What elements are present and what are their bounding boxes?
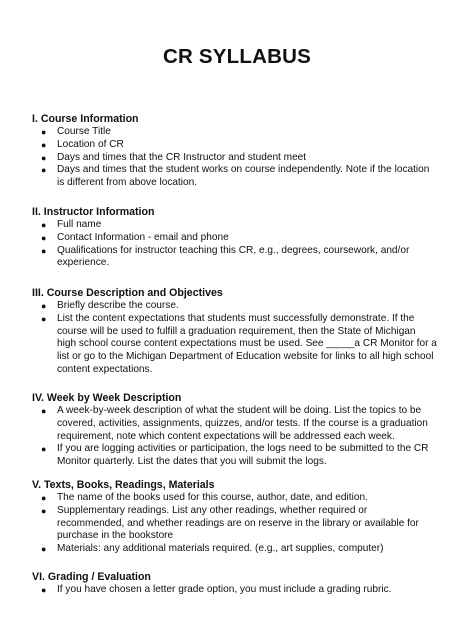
- bullet-icon: ●: [41, 313, 47, 324]
- list-item: [32, 405, 452, 443]
- bullet-icon: ●: [41, 585, 47, 595]
- bullet-icon: ●: [41, 245, 47, 256]
- item-text: The name of the books used for this course, author, date, and edition.: [57, 492, 368, 503]
- list-item: [32, 443, 452, 469]
- list-item: [32, 232, 452, 245]
- bullet-icon: ●: [41, 127, 47, 137]
- item-text: recommended, and whether readings are on reserve in the library or available for: [57, 517, 419, 529]
- item-text: experience.: [57, 257, 110, 269]
- section-week-by-week: [32, 392, 452, 469]
- bullet-icon: ●: [41, 232, 47, 243]
- item-text: is different from above location.: [57, 177, 198, 189]
- section-heading: I. Course Information: [32, 113, 139, 125]
- item-text: requirement, note which content expectations will be addressed each week.: [57, 430, 395, 442]
- section-texts-books: [32, 479, 452, 556]
- list-item: [32, 505, 452, 543]
- item-text: Location of CR: [57, 138, 124, 150]
- section-course-information: [32, 113, 452, 190]
- bullet-icon: ●: [41, 406, 47, 416]
- item-text: content expectations.: [57, 363, 153, 375]
- section-grading: [32, 571, 452, 597]
- item-text: covered, activities, assignments, quizzes, and/or tests. If the course is a graduation: [57, 417, 428, 429]
- bullet-list: [32, 492, 452, 556]
- page-title: CR SYLLABUS: [163, 45, 311, 68]
- bullet-icon: ●: [41, 301, 47, 311]
- item-text: Days and times that the CR Instructor and student meet: [57, 151, 307, 163]
- list-item: [32, 492, 452, 505]
- item-text: If you have chosen a letter grade option, you must include a grading rubric.: [57, 584, 392, 595]
- list-item: [32, 164, 452, 190]
- bullet-list: [32, 584, 452, 597]
- bullet-list: [32, 300, 452, 377]
- item-text: Course Title: [57, 126, 111, 137]
- item-text: A week-by-week description of what the student will be doing. List the topics to be: [57, 405, 422, 416]
- item-text: list or go to the Michigan Department of Education website for links to all high school: [57, 351, 434, 363]
- list-item: [32, 152, 452, 165]
- list-item: [32, 543, 452, 556]
- list-item: [32, 300, 452, 313]
- item-text: Full name: [57, 219, 102, 230]
- item-text: If you are logging activities or participation, the logs need to be submitted to the CR: [57, 443, 429, 455]
- list-item: [32, 245, 452, 271]
- bullet-icon: ●: [41, 505, 47, 516]
- item-text: Days and times that the student works on course independently. Note if the location: [57, 164, 430, 176]
- item-text: high school course content expectations must be used. See _____a CR Monitor for a: [57, 338, 437, 350]
- bullet-icon: ●: [41, 152, 47, 163]
- item-text: Materials: any additional materials required. (e.g., art supplies, computer): [57, 543, 384, 555]
- bullet-list: [32, 126, 452, 190]
- section-heading: III. Course Description and Objectives: [32, 287, 223, 299]
- item-text: List the content expectations that students must successfully demonstrate. If the: [57, 312, 415, 324]
- bullet-icon: ●: [41, 139, 47, 150]
- bullet-icon: ●: [41, 165, 47, 176]
- list-item: [32, 584, 452, 597]
- item-text: Qualifications for instructor teaching this CR, e.g., degrees, coursework, and/or: [57, 244, 410, 256]
- item-text: Monitor quarterly. List the dates that you will submit the logs.: [57, 456, 327, 468]
- item-text: Contact Information - email and phone: [57, 231, 229, 243]
- bullet-icon: ●: [41, 544, 47, 555]
- list-item: [32, 139, 452, 152]
- section-heading: IV. Week by Week Description: [32, 392, 182, 404]
- bullet-list: [32, 219, 452, 270]
- list-item: [32, 126, 452, 139]
- bullet-icon: ●: [41, 220, 47, 230]
- list-item: [32, 313, 452, 377]
- bullet-icon: ●: [41, 444, 47, 455]
- list-item: [32, 219, 452, 232]
- item-text: Briefly describe the course.: [57, 300, 179, 311]
- item-text: purchase in the bookstore: [57, 530, 174, 542]
- item-text: course will be used to fulfill a graduation requirement, then the State of Michigan: [57, 325, 416, 337]
- section-heading: V. Texts, Books, Readings, Materials: [32, 479, 215, 491]
- section-heading: VI. Grading / Evaluation: [32, 571, 151, 583]
- bullet-list: [32, 405, 452, 469]
- section-instructor-information: [32, 206, 452, 270]
- bullet-icon: ●: [41, 493, 47, 503]
- section-course-description: [32, 287, 452, 377]
- item-text: Supplementary readings. List any other readings, whether required or: [57, 504, 368, 516]
- section-heading: II. Instructor Information: [32, 206, 155, 218]
